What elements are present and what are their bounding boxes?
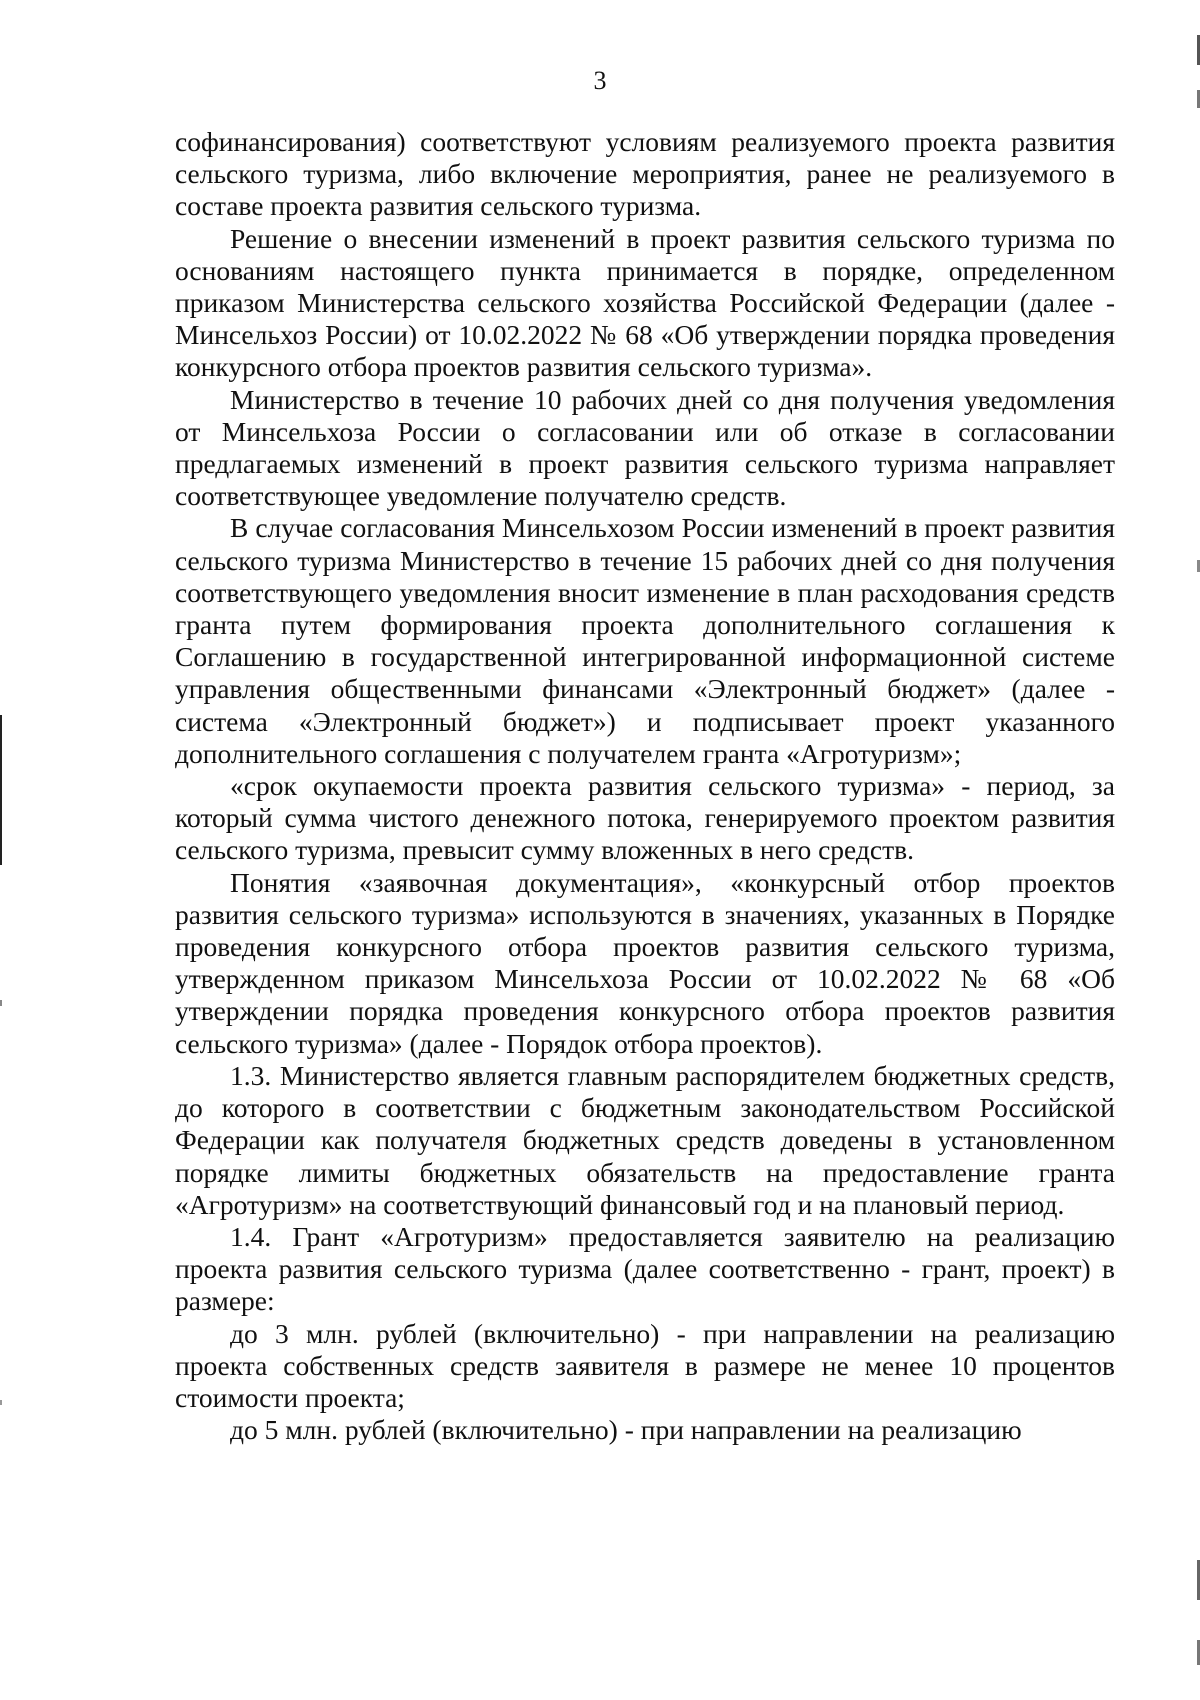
paragraph-section-1-3: 1.3. Министерство является главным распорядителем бюджетных средств, до которого в соответствии с бюджетным законодательством Российской Федерации как получателя бюджетных средств доведены в установленном порядке лимиты бюджетных обязательств на предоставление гранта «Агротуризм» на соответствующий финансовый год и на плановый период. [175,1059,1115,1220]
paragraph-terms-definitions: Понятия «заявочная документация», «конкурсный отбор проектов развития сельского туризма» используются в значениях, указанных в Порядке проведения конкурсного отбора проектов развития сельского туризма, утвержденном приказом Минсельхоза России от 10.02.2022 № 68 «Об утверждении порядка проведения конкурсного отбора проектов развития сельского туризма» (далее - Порядок отбора проектов). [175,866,1115,1059]
paragraph-decision-changes: Решение о внесении изменений в проект развития сельского туризма по основаниям настоящего пункта принимается в порядке, определенном приказом Министерства сельского хозяйства Российской Федерации (далее - Минсельхоз России) от 10.02.2022 № 68 «Об утверждении порядка проведения конкурсного отбора проектов развития сельского туризма». [175,222,1115,383]
paragraph-continuation: софинансирования) соответствуют условиям реализуемого проекта развития сельского туризма, либо включение мероприятия, ранее не реализуемого в составе проекта развития сельского туризма. [175,126,1115,222]
paragraph-grant-3mln: до 3 млн. рублей (включительно) - при направлении на реализацию проекта собственных средств заявителя в размере не менее 10 процентов стоимости проекта; [175,1317,1115,1413]
scan-edge-mark [0,715,2,865]
page-number: 3 [593,66,607,95]
scan-edge-mark [0,1400,2,1405]
paragraph-grant-5mln: до 5 млн. рублей (включительно) - при направлении на реализацию [230,1414,1022,1446]
paragraph-section-1-4: 1.4. Грант «Агротуризм» предоставляется заявителю на реализацию проекта развития сельского туризма (далее соответственно - грант, проект) в размере: [175,1220,1115,1317]
paragraph-approval-procedure: В случае согласования Минсельхозом России изменений в проект развития сельского туризма Министерство в течение 15 рабочих дней со дня получения соответствующего уведомления вносит изменение в план расходования средств гранта путем формирования проекта дополнительного соглашения к Соглашению в государственной интегрированной информационной системе управления общественными финансами «Электронный бюджет» (далее - система «Электронный бюджет») и подписывает проект указанного дополнительного соглашения с получателем гранта «Агротуризм»; [175,512,1115,769]
scan-edge-mark [0,1000,2,1006]
document-body [175,126,1115,1446]
paragraph-ministry-notification: Министерство в течение 10 рабочих дней со дня получения уведомления от Минсельхоза России о согласовании или об отказе в согласовании предлагаемых изменений в проект развития сельского туризма направляет соответствующее уведомление получателю средств. [175,383,1115,512]
paragraph-payback-definition: «срок окупаемости проекта развития сельского туризма» - период, за который сумма чистого денежного потока, генерируемого проектом развития сельского туризма, превысит сумму вложенных в него средств. [175,770,1115,866]
